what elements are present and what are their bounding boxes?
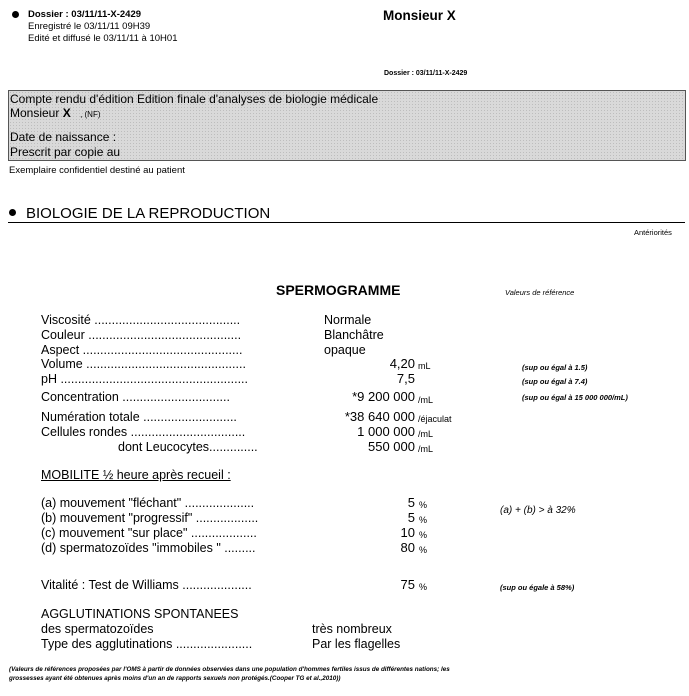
- section-divider: [8, 222, 685, 223]
- vitalite-value: 75: [400, 577, 415, 592]
- vitalite-unit: %: [419, 582, 428, 592]
- dossier-number: Dossier : 03/11/11-X-2429: [28, 9, 142, 20]
- mobilite-c-label: (c) mouvement "sur place" ...................: [41, 526, 257, 540]
- edited-date: Edité et diffusé le 03/11/11 à 10H01: [28, 33, 178, 44]
- leucocytes-label: dont Leucocytes..............: [118, 440, 258, 454]
- volume-reference: (sup ou égal à 1.5): [522, 363, 588, 372]
- numeration-value: *38 640 000: [344, 409, 415, 424]
- concentration-label: Concentration ...............................: [41, 390, 230, 404]
- couleur-label: Couleur ............................................: [41, 328, 242, 342]
- volume-value: 4,20: [389, 356, 415, 371]
- agglutinations-type-value: Par les flagelles: [312, 637, 401, 651]
- agglutinations-spermatozoides-label: des spermatozoïdes: [41, 622, 154, 636]
- patient-title: Monsieur: [10, 106, 60, 120]
- concentration-value: *9 200 000: [352, 389, 415, 404]
- viscosite-label: Viscosité ..........................................: [41, 313, 241, 327]
- cellules-rondes-unit: /mL: [418, 429, 434, 439]
- reference-header: Valeurs de référence: [505, 288, 575, 297]
- mobilite-rule: (a) + (b) > à 32%: [500, 505, 576, 516]
- patient-initial: X: [62, 106, 71, 120]
- mobilite-b-label: (b) mouvement "progressif" ..................: [41, 511, 259, 525]
- patient-line: [10, 107, 101, 121]
- report-info-box: [8, 90, 686, 161]
- mobilite-a-label: (a) mouvement "fléchant" ....................: [41, 496, 255, 510]
- cellules-rondes-value: 1 000 000: [357, 424, 415, 439]
- report-type: Compte rendu d'édition Edition finale d'analyses de biologie médicale: [10, 92, 379, 106]
- leucocytes-unit: /mL: [418, 444, 434, 454]
- footnote-line-1: (Valeurs de références proposées par l'OMS à partir de données observées dans une population d'hommes fertiles issus de différentes nations; les: [9, 666, 450, 673]
- mobilite-title: MOBILITE ½ heure après recueil :: [41, 468, 231, 482]
- patient-name: Monsieur X: [383, 8, 456, 23]
- mobilite-c-value: 10: [400, 525, 415, 540]
- aspect-value: opaque: [324, 343, 366, 357]
- leucocytes-value: 550 000: [368, 439, 415, 454]
- mobilite-a-value: 5: [407, 495, 415, 510]
- ph-value: 7,5: [396, 371, 415, 386]
- aspect-label: Aspect ..............................................: [41, 343, 243, 357]
- mobilite-c-unit: %: [419, 530, 428, 540]
- anteriorites-label: Antériorités: [634, 228, 672, 237]
- couleur-value: Blanchâtre: [324, 328, 384, 342]
- mobilite-b-value: 5: [407, 510, 415, 525]
- section-title: BIOLOGIE DE LA REPRODUCTION: [26, 205, 271, 222]
- agglutinations-title: AGGLUTINATIONS SPONTANEES: [41, 607, 239, 621]
- numeration-unit: /éjaculat: [418, 414, 452, 424]
- volume-label: Volume ..............................................: [41, 357, 246, 371]
- cellules-rondes-label: Cellules rondes .................................: [41, 425, 246, 439]
- spermogramme-title: SPERMOGRAMME: [276, 282, 401, 298]
- vitalite-label: Vitalité : Test de Williams ....................: [41, 578, 252, 592]
- agglutinations-type-label: Type des agglutinations ......................: [41, 637, 253, 651]
- patient-suffix: , (NF): [80, 110, 101, 119]
- ph-reference: (sup ou égal à 7.4): [522, 377, 588, 386]
- section-bullet-icon: [9, 209, 16, 216]
- prescriber: Prescrit par copie au: [10, 145, 121, 159]
- concentration-unit: /mL: [418, 395, 434, 405]
- mobilite-a-unit: %: [419, 500, 428, 510]
- vitalite-reference: (sup ou égale à 58%): [500, 583, 575, 592]
- mobilite-b-unit: %: [419, 515, 428, 525]
- agglutinations-spermatozoides-value: très nombreux: [312, 622, 392, 636]
- registered-date: Enregistré le 03/11/11 09H39: [28, 21, 151, 32]
- footnote-line-2: grossesses ayant été obtenues après moins d'un an de rapports sexuels non protégés.(Cooper TG et al.,2010)): [9, 675, 341, 682]
- volume-unit: mL: [418, 361, 431, 371]
- viscosite-value: Normale: [324, 313, 372, 327]
- numeration-label: Numération totale ...........................: [41, 410, 237, 424]
- bullet-icon: [12, 11, 19, 18]
- mobilite-d-label: (d) spermatozoïdes "immobiles " .........: [41, 541, 256, 555]
- mobilite-d-unit: %: [419, 545, 428, 555]
- dossier-small: Dossier : 03/11/11-X-2429: [384, 70, 468, 77]
- confidential-note: Exemplaire confidentiel destiné au patient: [9, 165, 185, 176]
- ph-label: pH ......................................................: [41, 372, 248, 386]
- mobilite-d-value: 80: [400, 540, 415, 555]
- date-of-birth: Date de naissance :: [10, 130, 117, 144]
- concentration-reference: (sup ou égal à 15 000 000/mL): [522, 393, 628, 402]
